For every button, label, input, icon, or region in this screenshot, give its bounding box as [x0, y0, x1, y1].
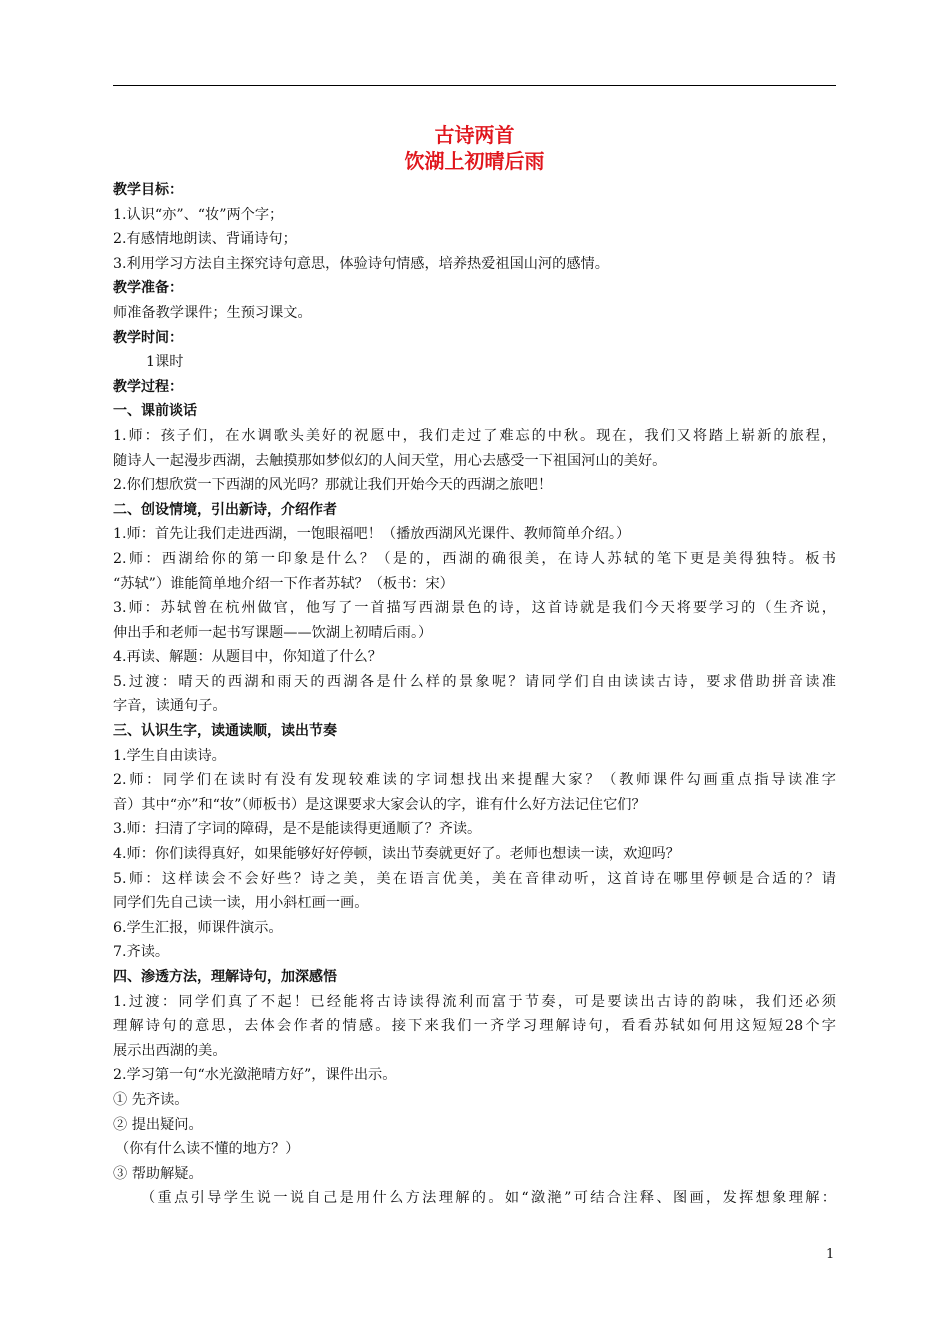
- text-line: ② 提出疑问。: [113, 1116, 203, 1133]
- text-line: 6.学生汇报，师课件演示。: [113, 919, 283, 936]
- section-heading: 一、课前谈话: [113, 403, 197, 420]
- text-line: ③ 帮助解疑。: [113, 1165, 203, 1182]
- section-heading: 教学过程：: [113, 378, 183, 395]
- text-line: 展示出西湖的美。: [113, 1042, 227, 1059]
- text-line: 1.师：首先让我们走进西湖，一饱眼福吧！（播放西湖风光课件、教师简单介绍。）: [113, 526, 631, 543]
- text-line: “苏轼”）谁能简单地介绍一下作者苏轼？（板书：宋）: [113, 575, 454, 592]
- text-line: 同学们先自己读一读，用小斜杠画一画。: [113, 895, 369, 912]
- section-heading: 教学准备：: [113, 280, 183, 297]
- text-line: 3.利用学习方法自主探究诗句意思，体验诗句情感，培养热爱祖国山河的感情。: [113, 255, 609, 272]
- text-line: 4.师：你们读得真好，如果能够好好停顿，读出节奏就更好了。老师也想读一读，欢迎吗？: [113, 846, 680, 863]
- text-line: 2.学习第一句“水光潋滟晴方好”，课件出示。: [113, 1067, 397, 1084]
- text-line: 师准备教学课件；生预习课文。: [113, 304, 312, 321]
- header-rule: [113, 85, 836, 86]
- text-line: 7.齐读。: [113, 944, 170, 961]
- text-line: 1.认识“亦”、“妆”两个字；: [113, 206, 284, 223]
- section-heading: 二、创设情境，引出新诗，介绍作者: [113, 501, 337, 518]
- text-line: 3.师：扫清了字词的障碍，是不是能读得更通顺了？齐读。: [113, 821, 482, 838]
- document-title: 古诗两首: [434, 123, 515, 147]
- page-number: 1: [826, 1247, 835, 1262]
- text-line: 1.师：孩子们，在水调歌头美好的祝愿中，我们走过了难忘的中秋。现在，我们又将踏上崭新的旅程，: [113, 427, 836, 444]
- section-heading: 四、渗透方法，理解诗句，加深感悟: [113, 969, 337, 985]
- text-line: 1.学生自由读诗。: [113, 747, 226, 764]
- text-line: 字音，读通句子。: [113, 698, 227, 715]
- text-line: 2.你们想欣赏一下西湖的风光吗？那就让我们开始今天的西湖之旅吧！: [113, 477, 553, 494]
- text-line: 5.师：这样读会不会好些？诗之美，美在语言优美，美在音律动听，这首诗在哪里停顿是合适的？请: [113, 870, 836, 887]
- text-line: 3.师：苏轼曾在杭州做官，他写了一首描写西湖景色的诗，这首诗就是我们今天将要学习的（生齐说，: [113, 600, 836, 617]
- poem-title: 饮湖上初晴后雨: [404, 149, 545, 173]
- text-line: 伸出手和老师一起书写课题——饮湖上初晴后雨。）: [113, 624, 433, 641]
- lesson-plan-body: [113, 178, 836, 1211]
- text-line: 随诗人一起漫步西湖，去触摸那如梦似幻的人间天堂，用心去感受一下祖国河山的美好。: [113, 452, 667, 469]
- text-line: ① 先齐读。: [113, 1091, 189, 1108]
- section-heading: 教学目标：: [113, 182, 183, 198]
- text-line: （你有什么读不懂的地方？）: [115, 1141, 300, 1158]
- section-heading: 教学时间：: [113, 329, 183, 346]
- text-line: 4.再读、解题：从题目中，你知道了什么？: [113, 649, 382, 666]
- text-line: 音）其中“亦”和“妆”（师板书）是这课要求大家会认的字，谁有什么好方法记住它们？: [113, 796, 646, 813]
- section-heading: 三、认识生字，读通读顺，读出节奏: [113, 723, 337, 740]
- text-line: 1课时: [146, 354, 184, 371]
- text-line: （重点引导学生说一说自己是用什么方法理解的。如“潋滟”可结合注释、图画，发挥想象理解：: [141, 1190, 836, 1207]
- text-line: 5.过渡：晴天的西湖和雨天的西湖各是什么样的景象呢？请同学们自由读读古诗，要求借助拼音读准: [113, 673, 836, 690]
- text-line: 2.师：西湖给你的第一印象是什么？（是的，西湖的确很美，在诗人苏轼的笔下更是美得独特。板书: [113, 550, 836, 567]
- text-line: 2.有感情地朗读、背诵诗句；: [113, 231, 297, 248]
- text-line: 理解诗句的意思，去体会作者的情感。接下来我们一齐学习理解诗句，看看苏轼如何用这短短28个字: [113, 1018, 836, 1035]
- text-line: 1.过渡：同学们真了不起！已经能将古诗读得流利而富于节奏，可是要读出古诗的韵味，我们还必须: [113, 993, 836, 1010]
- text-line: 2.师：同学们在读时有没有发现较难读的字词想找出来提醒大家？（教师课件勾画重点指导读准字: [113, 772, 836, 789]
